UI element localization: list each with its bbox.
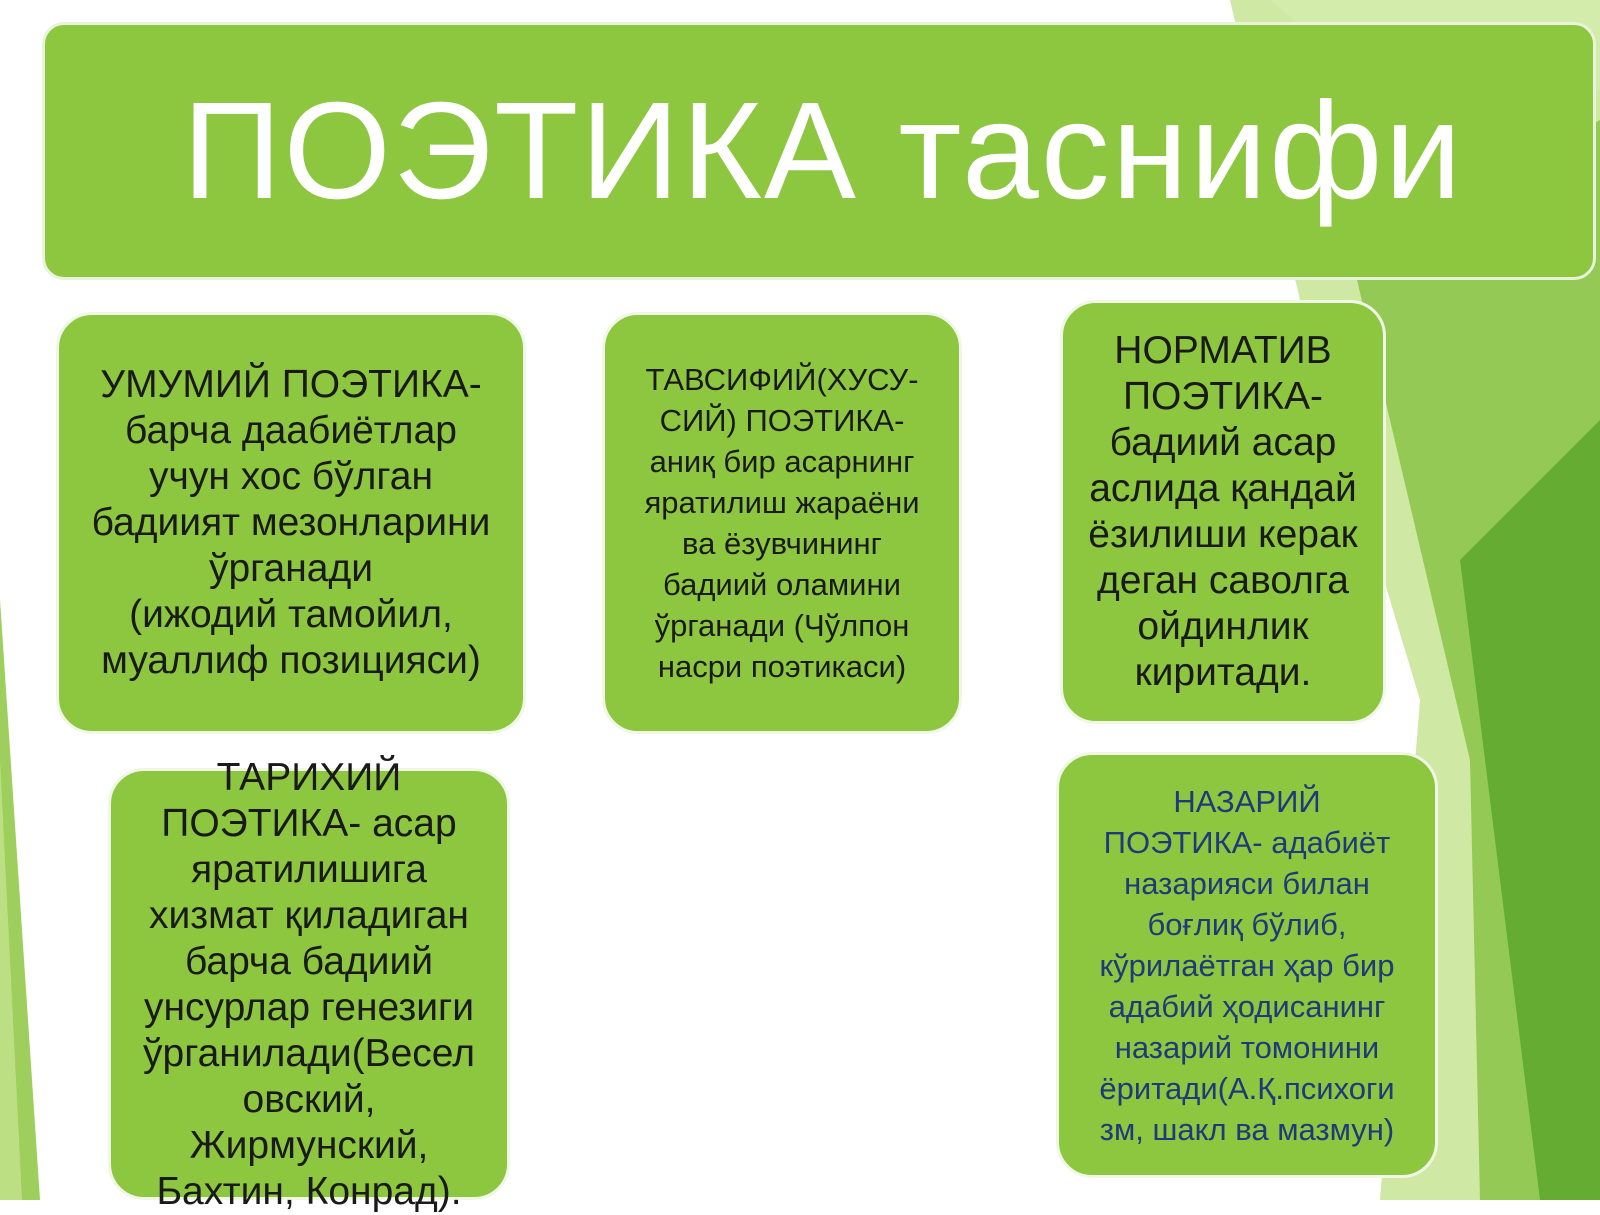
card-tarixiy-line: унсурлар генезиги <box>143 986 475 1029</box>
card-tavsifiy-line: ТАВСИФИЙ(ХУСУ- <box>645 362 919 397</box>
card-tavsifiy-poetika <box>602 312 962 734</box>
card-normativ-line: НОРМАТИВ <box>1114 329 1332 372</box>
card-tarixiy-line: яратилишига <box>191 848 427 891</box>
card-tarixiy-line: овский, <box>242 1078 376 1121</box>
card-normativ-poetika <box>1060 300 1386 724</box>
card-nazariy-line: зм, шакл ва мазмун) <box>1099 1111 1395 1147</box>
card-umumiy-poetika <box>56 312 526 734</box>
card-tavsifiy-line: ва ёзувчининг <box>682 526 882 561</box>
card-umumiy-line: бадиият мезонларини <box>91 501 491 544</box>
card-nazariy-line: ПОЭТИКА- адабиёт <box>1103 824 1391 860</box>
card-nazariy-line: боғлиқ бўлиб, <box>1147 906 1347 942</box>
card-umumiy-line: УМУМИЙ ПОЭТИКА- <box>100 363 482 406</box>
card-nazariy-line: назарий томонини <box>1114 1029 1380 1065</box>
card-tarixiy-poetika <box>108 756 510 1213</box>
card-nazariy-line: ёритади(А.Қ.психоги <box>1099 1070 1395 1106</box>
card-nazariy-line: назарияси билан <box>1124 865 1370 901</box>
card-tarixiy-line: ўрганилади(Весел <box>143 1032 475 1075</box>
card-nazariy-line: адабий ҳодисанинг <box>1108 988 1386 1024</box>
card-normativ-line: бадиий асар <box>1109 421 1337 464</box>
page-title: ПОЭТИКА таснифи <box>182 74 1464 228</box>
card-tavsifiy-line: ўрганади (Чўлпон <box>654 608 910 643</box>
card-normativ-line: деган саволга <box>1097 559 1349 602</box>
card-nazariy-line: кўрилаётган ҳар бир <box>1099 947 1395 983</box>
card-tarixiy-line: ТАРИХИЙ <box>216 756 402 799</box>
card-umumiy-line: (ижодий тамойил, <box>129 593 453 636</box>
card-tarixiy-line: хизмат қиладиган <box>149 894 469 937</box>
card-tavsifiy-line: СИЙ) ПОЭТИКА- <box>659 403 905 438</box>
card-tavsifiy-line: аниқ бир асарнинг <box>649 444 915 479</box>
card-umumiy-line: муаллиф позицияси) <box>101 639 481 682</box>
card-tarixiy-text <box>143 755 475 1215</box>
card-nazariy-line: НАЗАРИЙ <box>1173 783 1321 819</box>
card-normativ-line: ойдинлик <box>1137 605 1309 648</box>
title-banner <box>42 22 1596 280</box>
card-umumiy-line: учун хос бўлган <box>149 455 433 498</box>
card-normativ-line: киритади. <box>1134 651 1312 694</box>
card-tavsifiy-line: насри поэтикаси) <box>657 649 907 684</box>
card-nazariy-poetika <box>1056 752 1438 1178</box>
card-tarixiy-line: Бахтин, Конрад). <box>156 1170 462 1213</box>
card-tavsifiy-line: бадиий оламини <box>663 567 901 602</box>
card-normativ-line: ёзилиши керак <box>1088 513 1358 556</box>
card-tarixiy-line: барча бадиий <box>184 940 434 983</box>
card-umumiy-line: барча даабиётлар <box>125 409 457 452</box>
card-tarixiy-line: ПОЭТИКА- асар <box>161 802 457 845</box>
card-tavsifiy-line: яратилиш жараёни <box>644 485 920 520</box>
card-tarixiy-line: Жирмунский, <box>189 1124 429 1167</box>
card-normativ-line: ПОЭТИКА- <box>1123 375 1323 418</box>
card-normativ-line: аслида қандай <box>1089 467 1357 510</box>
card-umumiy-line: ўрганади <box>208 547 374 590</box>
